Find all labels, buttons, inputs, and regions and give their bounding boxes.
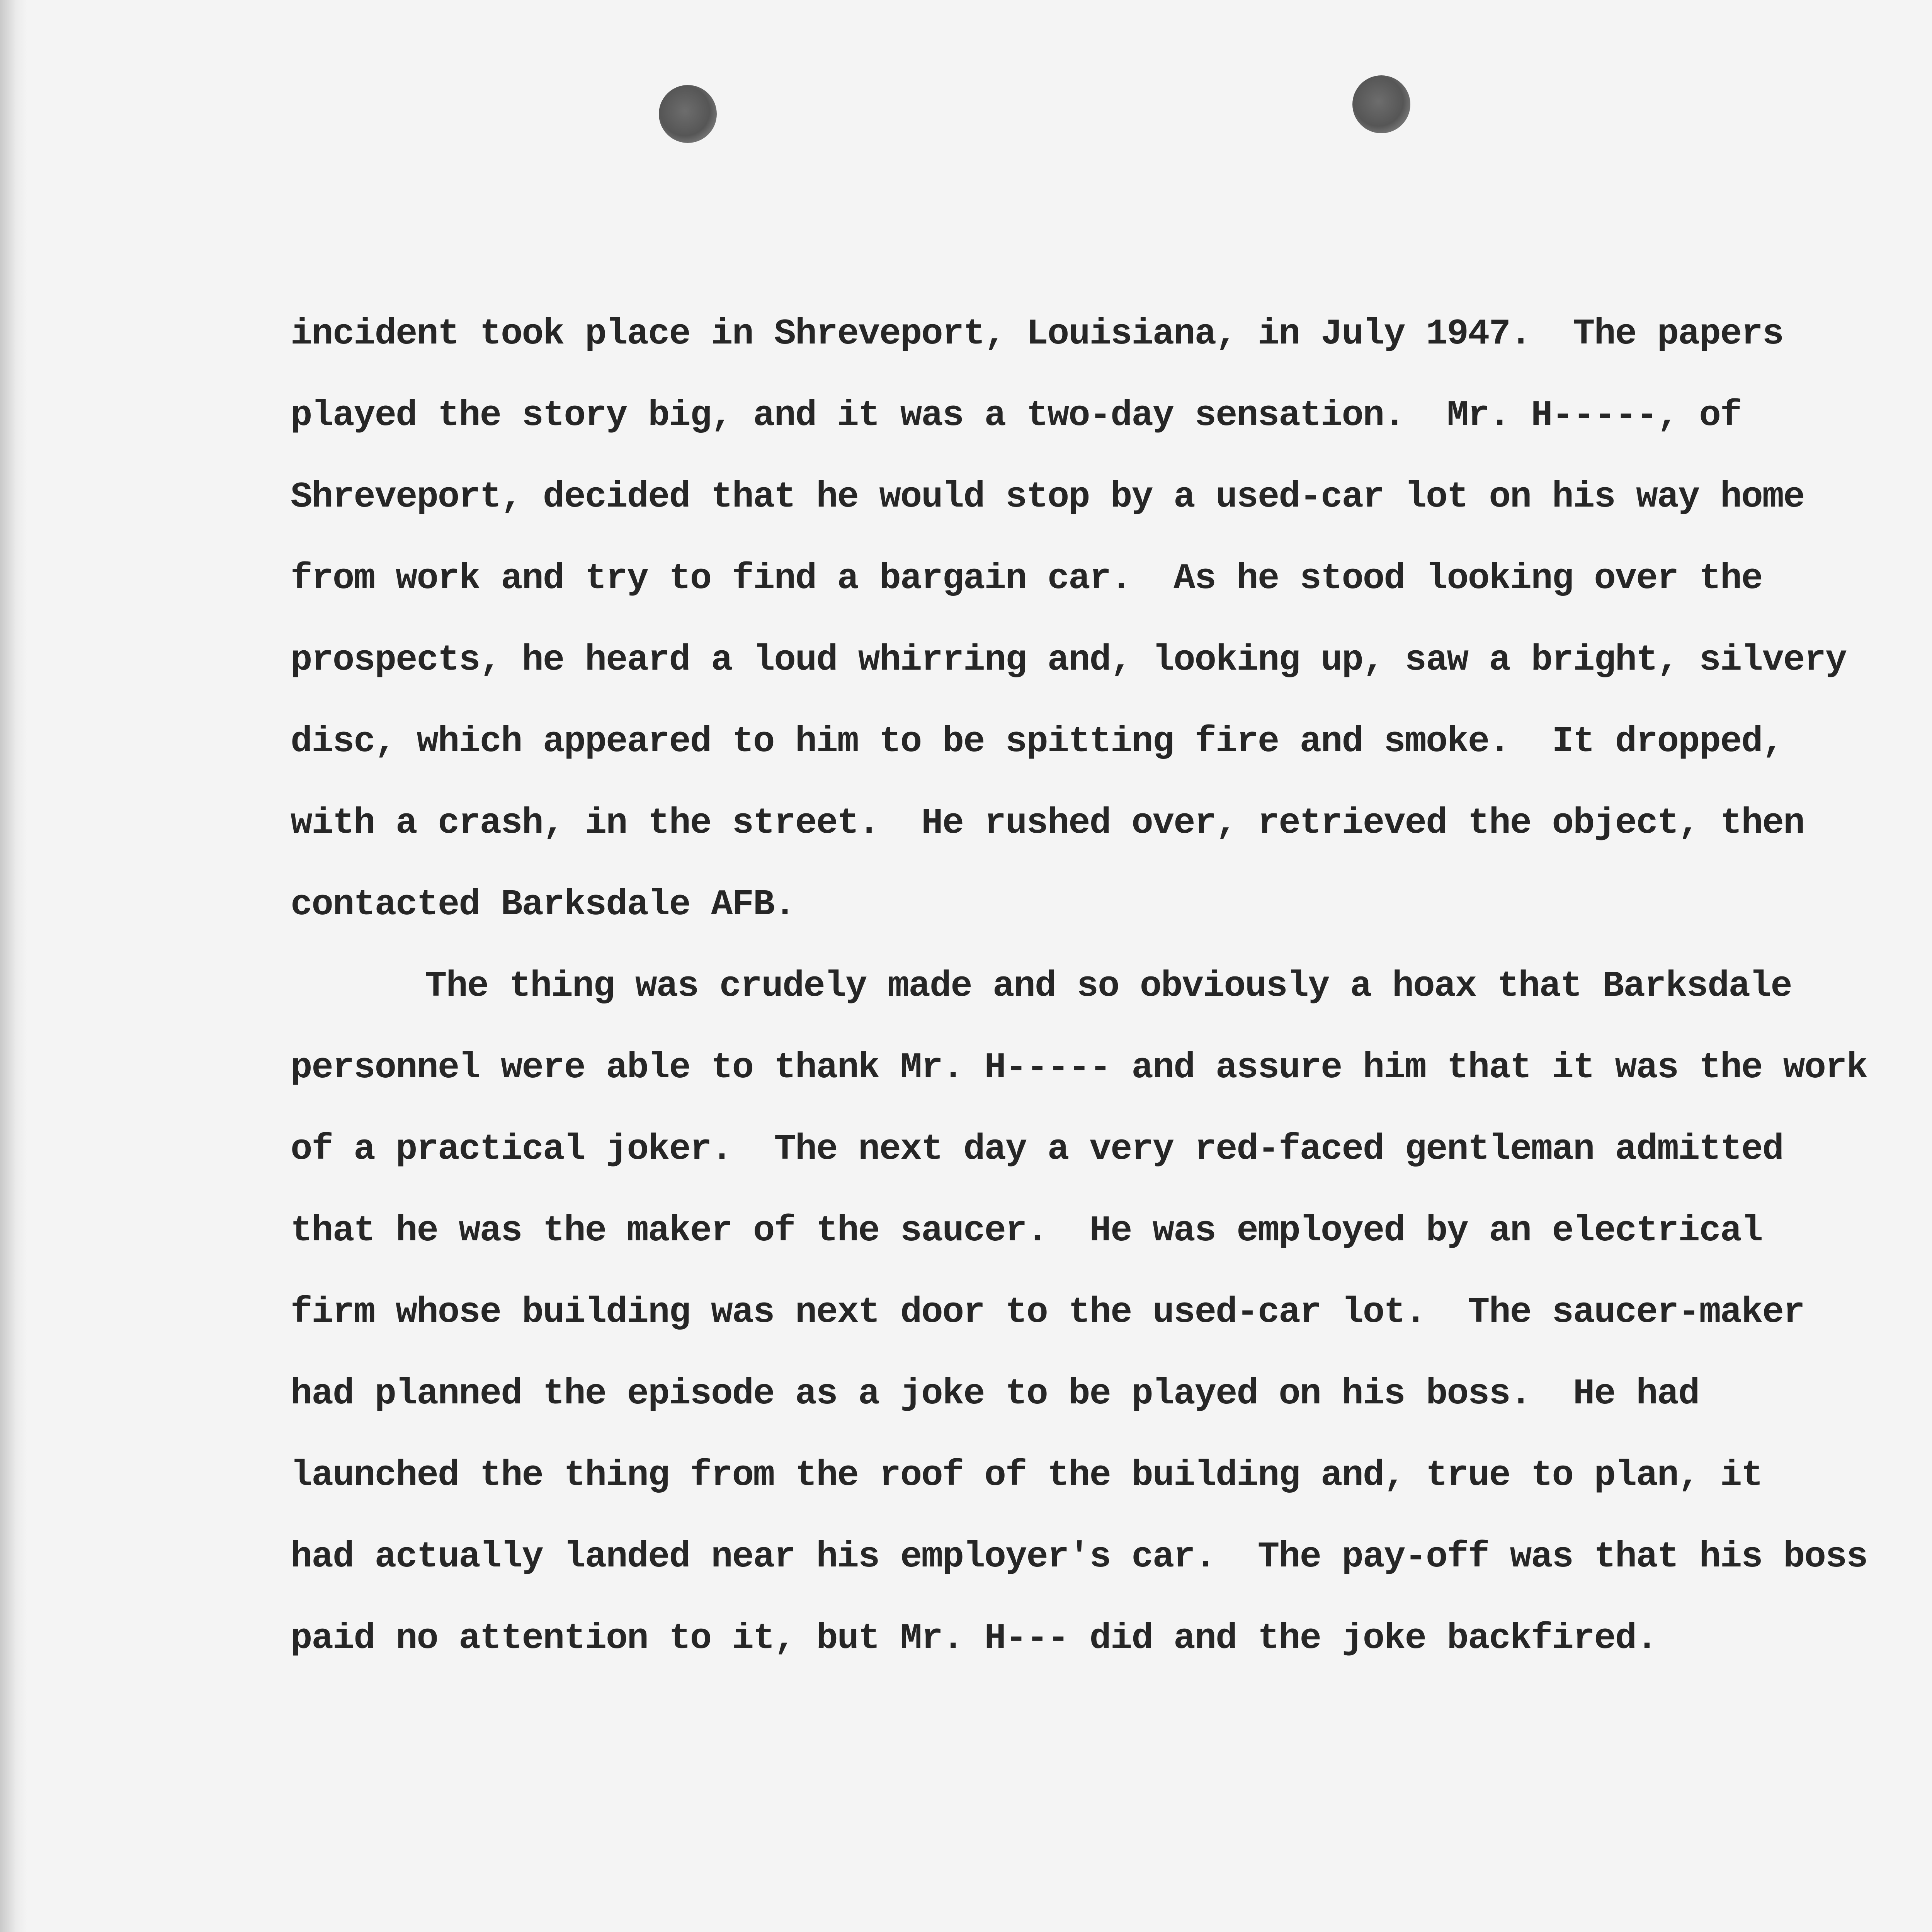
text-line: paid no attention to it, but Mr. H--- did and the joke backfired. xyxy=(291,1618,1657,1659)
text-line: contacted Barksdale AFB. xyxy=(291,884,795,925)
text-line: Shreveport, decided that he would stop by a used-car lot on his way home xyxy=(291,477,1804,518)
text-line: firm whose building was next door to the used-car lot. The saucer-maker xyxy=(291,1292,1804,1333)
text-line: with a crash, in the street. He rushed over, retrieved the object, then xyxy=(291,803,1804,844)
text-line: had planned the episode as a joke to be played on his boss. He had xyxy=(291,1374,1699,1415)
text-line: personnel were able to thank Mr. H----- and assure him that it was the work xyxy=(291,1048,1867,1088)
text-line: prospects, he heard a loud whirring and, looking up, saw a bright, silvery xyxy=(291,640,1847,681)
paragraph-2 xyxy=(291,946,1875,1680)
text-line: had actually landed near his employer's car. The pay-off was that his boss xyxy=(291,1537,1867,1578)
text-line: played the story big, and it was a two-day sensation. Mr. H-----, of xyxy=(291,395,1742,436)
text-line: that he was the maker of the saucer. He was employed by an electrical xyxy=(291,1211,1762,1252)
punch-hole-left xyxy=(659,85,717,143)
body-text xyxy=(291,294,1875,1680)
text-line: incident took place in Shreveport, Louisiana, in July 1947. The papers xyxy=(291,314,1784,355)
text-line: disc, which appeared to him to be spitting fire and smoke. It dropped, xyxy=(291,721,1784,762)
text-line: of a practical joker. The next day a very red-faced gentleman admitted xyxy=(291,1129,1784,1170)
text-line: The thing was crudely made and so obviously a hoax that Barksdale xyxy=(425,966,1792,1007)
text-line: from work and try to find a bargain car. As he stood looking over the xyxy=(291,558,1762,599)
page-edge-shadow xyxy=(0,0,27,1932)
text-line: launched the thing from the roof of the building and, true to plan, it xyxy=(291,1455,1762,1496)
punch-hole-right xyxy=(1352,75,1410,133)
paragraph-1 xyxy=(291,294,1875,946)
